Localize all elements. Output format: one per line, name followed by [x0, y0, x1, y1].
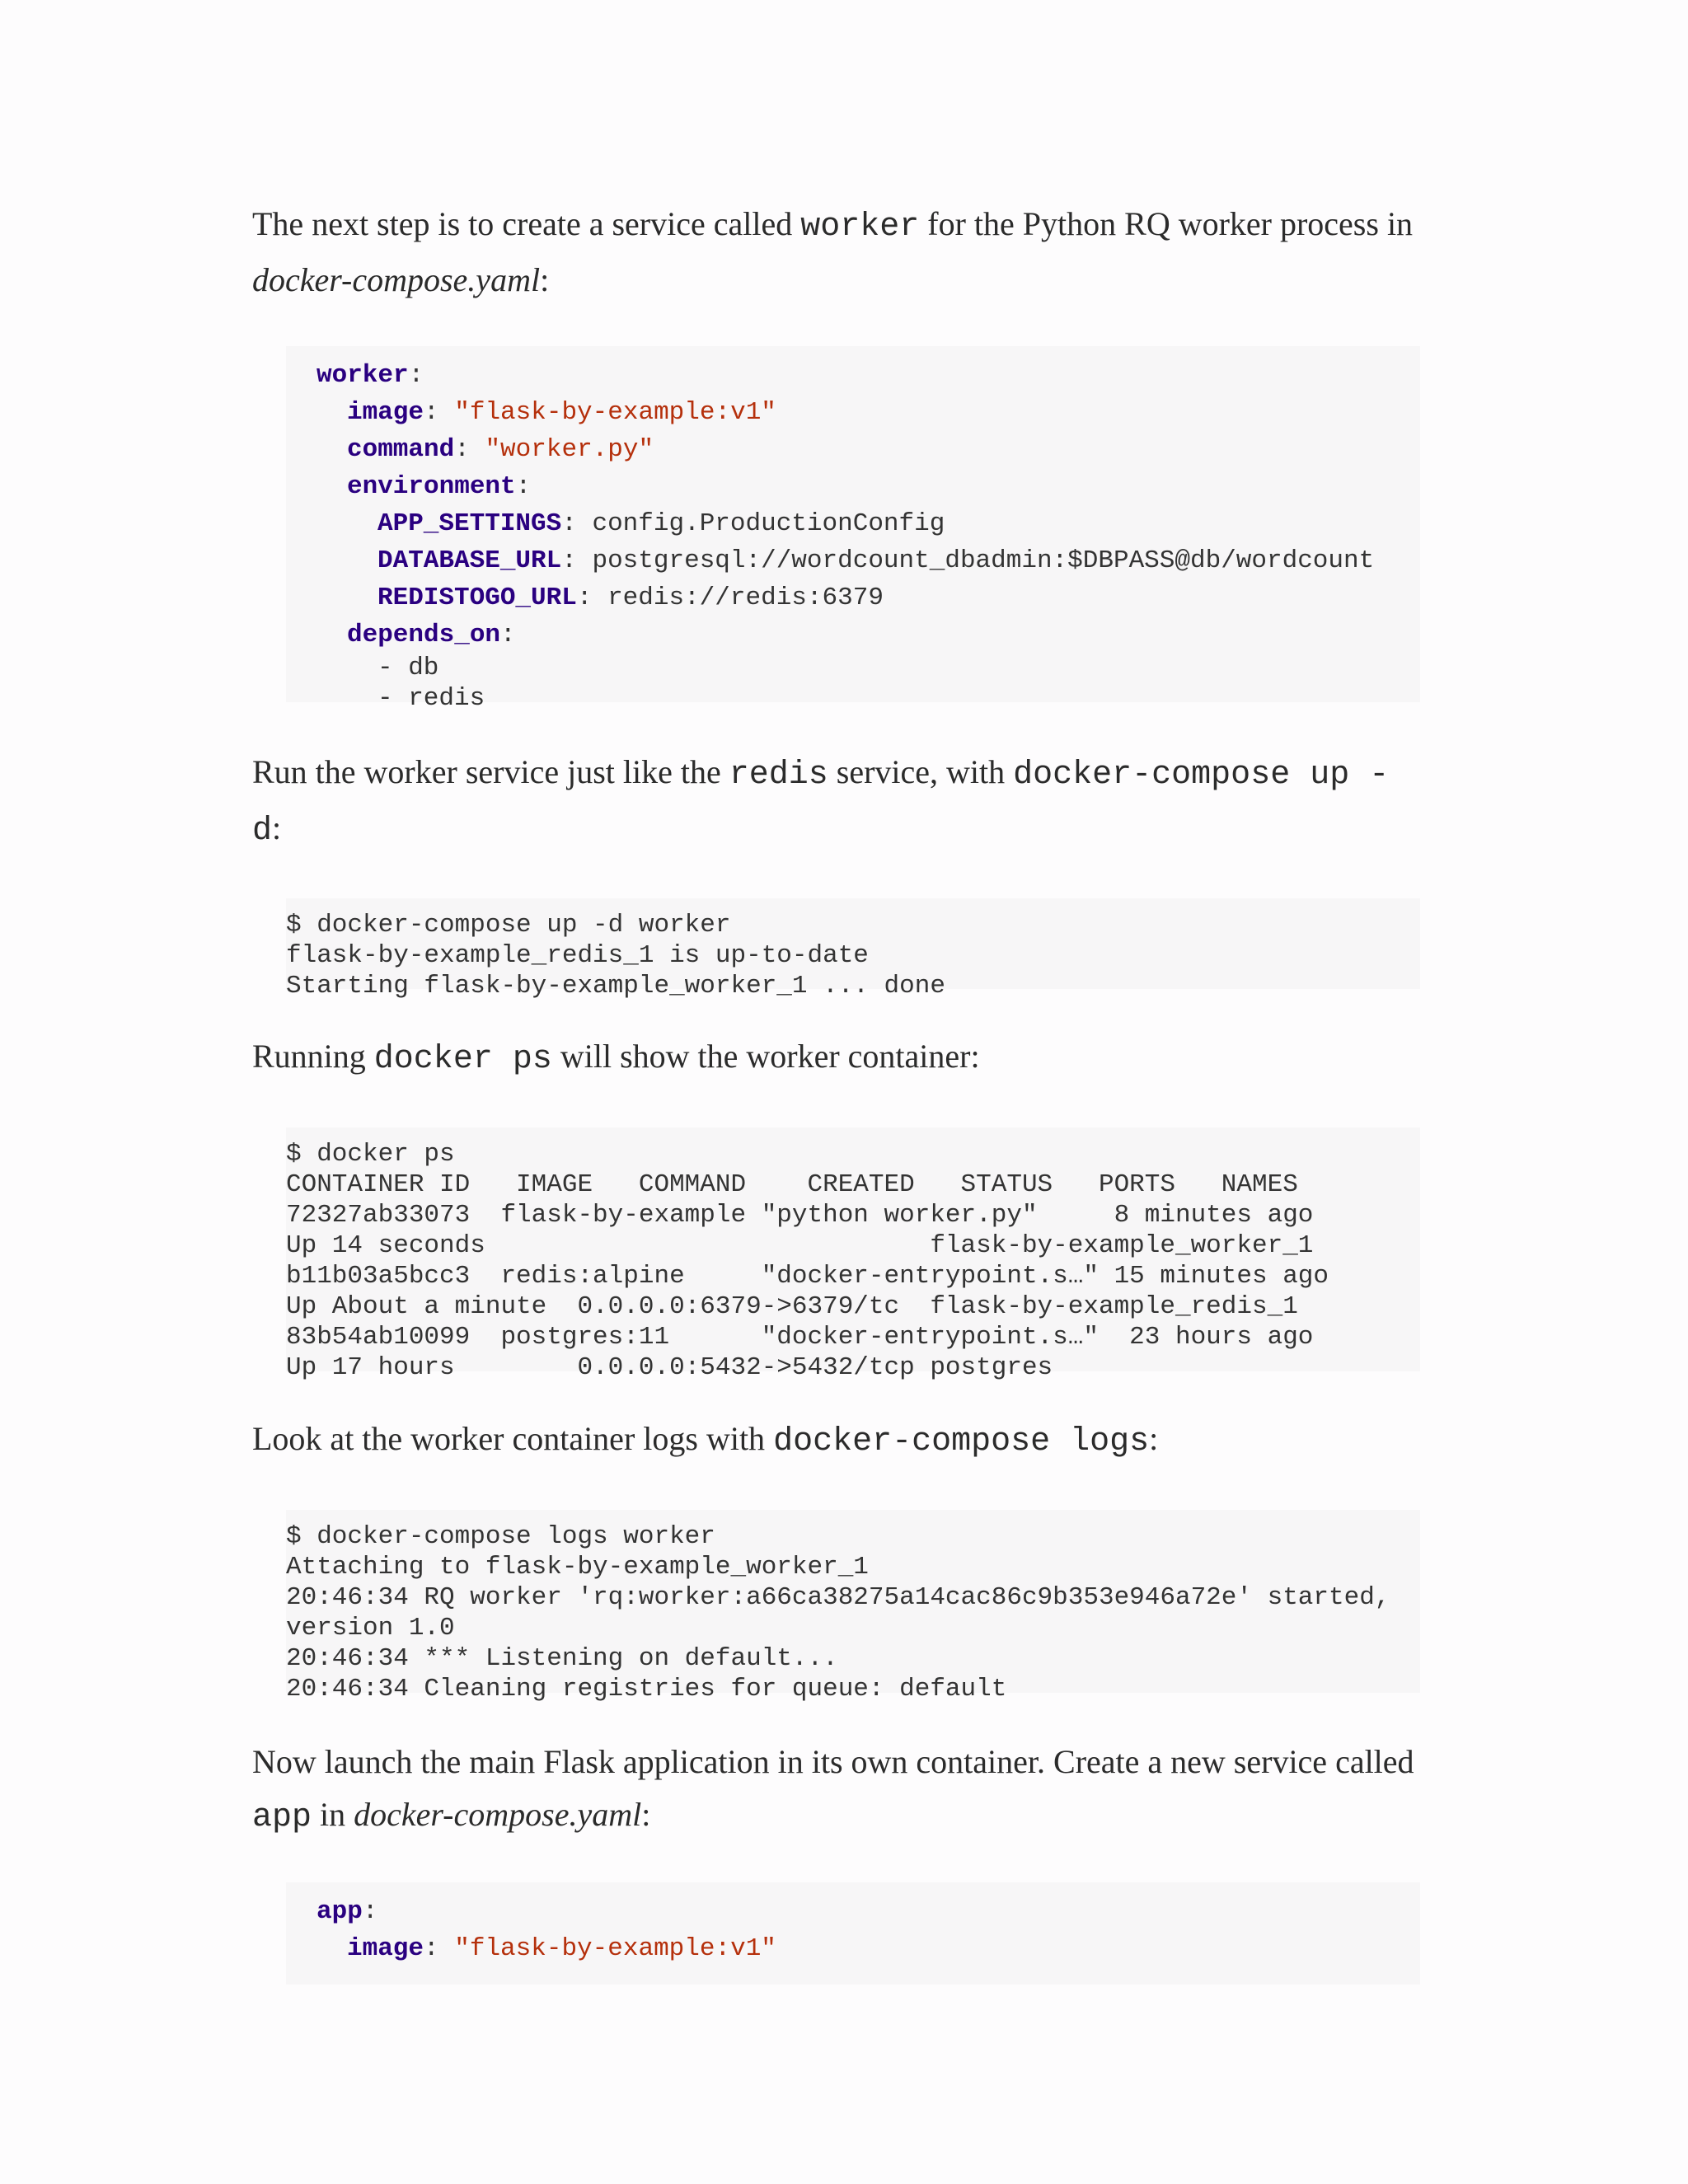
code-line: CONTAINER ID IMAGE COMMAND CREATED STATUS PORTS NAMES [286, 1170, 1298, 1199]
code-block-logs [286, 1510, 1420, 1704]
paragraph-intro [252, 198, 1423, 307]
text: : [272, 809, 282, 846]
text: Run the worker service just like the [252, 753, 729, 790]
code-line: depends_on: [347, 621, 516, 649]
text: The next step is to create a service called [252, 205, 801, 242]
inline-code: worker [800, 209, 920, 246]
code-line: Up About a minute 0.0.0.0:6379->6379/tc flask-by-example_redis_1 [286, 1292, 1298, 1321]
inline-code: docker-compose logs [773, 1423, 1150, 1460]
code-block-docker-ps [286, 1127, 1420, 1382]
code-line: worker: [316, 361, 424, 390]
code-block-worker-yaml [286, 346, 1420, 713]
code-line: 72327ab33073 flask-by-example "python worker.py" 8 minutes ago [286, 1201, 1314, 1230]
code-line: Starting flask-by-example_worker_1 ... done [286, 972, 945, 1001]
text: in [312, 1796, 354, 1833]
text: for the Python RQ worker process in [919, 205, 1414, 242]
code-line: Up 17 hours 0.0.0.0:5432->5432/tcp postgres [286, 1353, 1053, 1382]
code-line: command: "worker.py" [347, 435, 654, 464]
text: Running [252, 1038, 374, 1075]
code-line: REDISTOGO_URL: redis://redis:6379 [377, 583, 884, 612]
text: : [540, 261, 550, 298]
text: service, with [828, 753, 1014, 790]
code-line: version 1.0 [286, 1614, 455, 1643]
text: Look at the worker container logs with [252, 1420, 774, 1457]
filename: docker-compose.yaml [252, 261, 541, 298]
code-line: 20:46:34 Cleaning registries for queue: default [286, 1675, 1007, 1704]
text: : [641, 1796, 651, 1833]
text: will show the worker container: [551, 1038, 980, 1075]
filename: docker-compose.yaml [354, 1796, 642, 1833]
code-line: image: "flask-by-example:v1" [347, 398, 776, 427]
paragraph-run-worker [252, 746, 1423, 858]
code-line: 83b54ab10099 postgres:11 "docker-entrypoint.s…" 23 hours ago [286, 1323, 1314, 1352]
code-line: - redis [377, 684, 485, 713]
code-line: environment: [347, 472, 532, 501]
code-line: Up 14 seconds flask-by-example_worker_1 [286, 1231, 1314, 1260]
code-line: DATABASE_URL: postgresql://wordcount_dbadmin:$DBPASS@db/wordcount [377, 546, 1375, 575]
code-line: flask-by-example_redis_1 is up-to-date [286, 941, 869, 970]
code-line: $ docker-compose logs worker [286, 1522, 715, 1551]
code-block-app-yaml [286, 1882, 1420, 1985]
inline-code: app [252, 1799, 312, 1836]
code-line: $ docker ps [286, 1140, 455, 1169]
code-line: Attaching to flask-by-example_worker_1 [286, 1553, 869, 1582]
inline-code: docker ps [373, 1041, 552, 1078]
code-line: - db [377, 654, 439, 682]
inline-code: redis [729, 757, 828, 794]
code-line: image: "flask-by-example:v1" [347, 1934, 776, 1963]
code-line: 20:46:34 RQ worker 'rq:worker:a66ca38275a14cac86c9b353e946a72e' started, [286, 1583, 1390, 1612]
code-line: 20:46:34 *** Listening on default... [286, 1644, 838, 1673]
code-block-compose-up [286, 898, 1420, 1001]
text: : [1149, 1420, 1159, 1457]
code-line: APP_SETTINGS: config.ProductionConfig [377, 509, 945, 538]
inline-code: d [252, 813, 273, 850]
code-line: b11b03a5bcc3 redis:alpine "docker-entrypoint.s…" 15 minutes ago [286, 1262, 1329, 1291]
code-line: app: [316, 1897, 378, 1926]
code-line: $ docker-compose up -d worker [286, 911, 731, 940]
text: Now launch the main Flask application in its own container. Create a new service called [252, 1743, 1414, 1780]
paragraph-docker-ps [252, 1030, 1423, 1086]
paragraph-logs [252, 1413, 1423, 1469]
inline-code: docker-compose up - [1013, 757, 1390, 794]
paragraph-launch-app [252, 1736, 1423, 1844]
